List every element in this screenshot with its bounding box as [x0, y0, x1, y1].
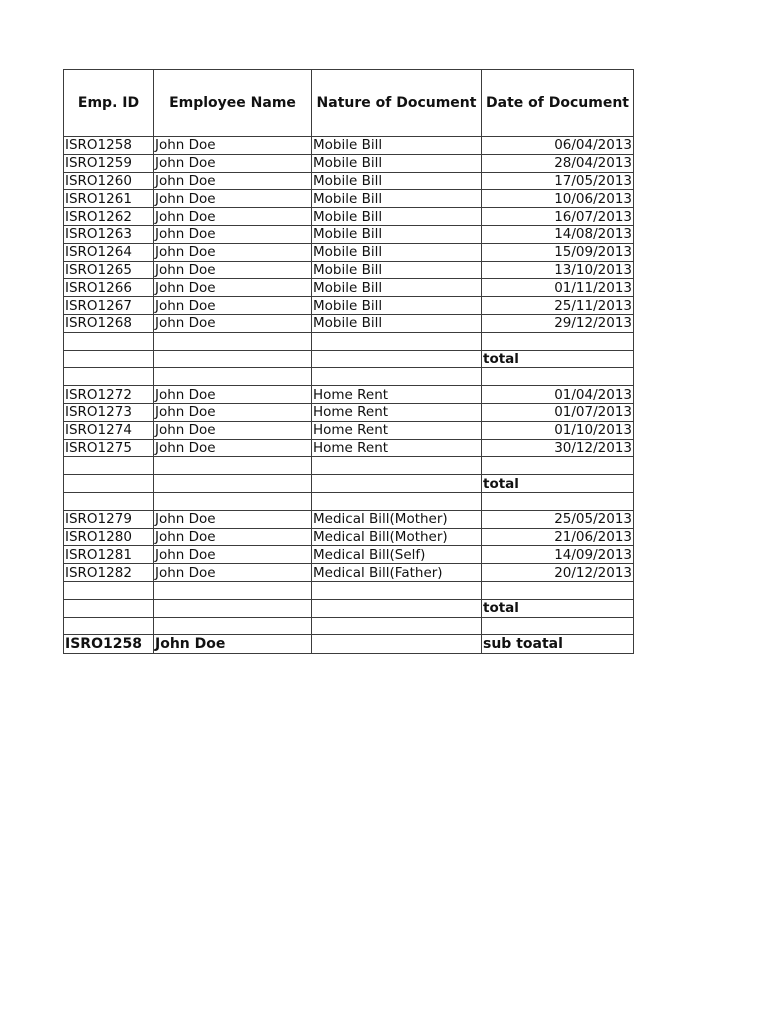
empty-cell[interactable]	[482, 457, 634, 475]
table-row	[64, 510, 634, 528]
table-row	[64, 261, 634, 279]
date-cell[interactable]: 14/09/2013	[482, 546, 634, 564]
empty-cell[interactable]	[482, 332, 634, 350]
empty-cell[interactable]	[312, 635, 482, 654]
empty-cell[interactable]	[482, 492, 634, 510]
header-employee-name: Employee Name	[154, 70, 312, 137]
employee-name-cell[interactable]: John Doe	[154, 243, 312, 261]
date-cell[interactable]: 10/06/2013	[482, 190, 634, 208]
empty-cell[interactable]	[154, 599, 312, 617]
header-emp-id: Emp. ID	[64, 70, 154, 137]
date-cell[interactable]: 25/11/2013	[482, 297, 634, 315]
nature-cell[interactable]: Mobile Bill	[312, 261, 482, 279]
employee-name-cell[interactable]: John Doe	[154, 279, 312, 297]
date-cell[interactable]: 15/09/2013	[482, 243, 634, 261]
table-row	[64, 546, 634, 564]
employee-name-cell[interactable]: John Doe	[154, 261, 312, 279]
subtotal-row	[64, 635, 634, 654]
subtotal-emp-id-cell[interactable]: ISRO1258	[64, 635, 154, 654]
date-cell[interactable]: 01/04/2013	[482, 386, 634, 404]
date-cell[interactable]: 14/08/2013	[482, 225, 634, 243]
date-cell[interactable]: 29/12/2013	[482, 314, 634, 332]
date-cell[interactable]: 20/12/2013	[482, 564, 634, 582]
empty-cell[interactable]	[482, 368, 634, 386]
emp-id-cell[interactable]: ISRO1259	[64, 154, 154, 172]
empty-cell[interactable]	[154, 332, 312, 350]
empty-cell[interactable]	[482, 581, 634, 599]
header-nature-of-document: Nature of Document	[312, 70, 482, 137]
emp-id-cell[interactable]: ISRO1258	[64, 137, 154, 155]
nature-cell[interactable]: Home Rent	[312, 386, 482, 404]
empty-cell[interactable]	[312, 599, 482, 617]
nature-cell[interactable]: Medical Bill(Father)	[312, 564, 482, 582]
empty-cell[interactable]	[64, 368, 154, 386]
empty-row	[64, 457, 634, 475]
nature-cell[interactable]: Mobile Bill	[312, 154, 482, 172]
empty-row	[64, 332, 634, 350]
table-row	[64, 439, 634, 457]
table-row	[64, 297, 634, 315]
empty-cell[interactable]	[312, 581, 482, 599]
employee-name-cell[interactable]: John Doe	[154, 297, 312, 315]
nature-cell[interactable]: Mobile Bill	[312, 225, 482, 243]
subtotal-label-cell[interactable]: sub toatal	[482, 635, 634, 654]
emp-id-cell[interactable]: ISRO1282	[64, 564, 154, 582]
empty-cell[interactable]	[154, 475, 312, 493]
header-row	[64, 70, 634, 137]
table-row	[64, 225, 634, 243]
date-cell[interactable]: 25/05/2013	[482, 510, 634, 528]
total-row	[64, 350, 634, 368]
date-cell[interactable]: 28/04/2013	[482, 154, 634, 172]
date-cell[interactable]: 01/07/2013	[482, 403, 634, 421]
employee-name-cell[interactable]: John Doe	[154, 403, 312, 421]
date-cell[interactable]: 21/06/2013	[482, 528, 634, 546]
employee-name-cell[interactable]: John Doe	[154, 386, 312, 404]
date-cell[interactable]: 06/04/2013	[482, 137, 634, 155]
empty-cell[interactable]	[64, 617, 154, 635]
emp-id-cell[interactable]: ISRO1268	[64, 314, 154, 332]
empty-cell[interactable]	[64, 599, 154, 617]
table-row	[64, 386, 634, 404]
date-cell[interactable]: 30/12/2013	[482, 439, 634, 457]
emp-id-cell[interactable]: ISRO1260	[64, 172, 154, 190]
nature-cell[interactable]: Medical Bill(Mother)	[312, 528, 482, 546]
emp-id-cell[interactable]: ISRO1263	[64, 225, 154, 243]
total-row	[64, 475, 634, 493]
date-cell[interactable]: 16/07/2013	[482, 208, 634, 226]
employee-name-cell[interactable]: John Doe	[154, 528, 312, 546]
emp-id-cell[interactable]: ISRO1265	[64, 261, 154, 279]
empty-cell[interactable]	[64, 332, 154, 350]
emp-id-cell[interactable]: ISRO1280	[64, 528, 154, 546]
table-row	[64, 154, 634, 172]
empty-cell[interactable]	[312, 617, 482, 635]
date-cell[interactable]: 13/10/2013	[482, 261, 634, 279]
emp-id-cell[interactable]: ISRO1281	[64, 546, 154, 564]
empty-cell[interactable]	[482, 617, 634, 635]
table-row	[64, 279, 634, 297]
employee-name-cell[interactable]: John Doe	[154, 564, 312, 582]
nature-cell[interactable]: Mobile Bill	[312, 190, 482, 208]
table-row	[64, 172, 634, 190]
table-row	[64, 421, 634, 439]
nature-cell[interactable]: Mobile Bill	[312, 172, 482, 190]
nature-cell[interactable]: Mobile Bill	[312, 279, 482, 297]
nature-cell[interactable]: Mobile Bill	[312, 208, 482, 226]
employee-name-cell[interactable]: John Doe	[154, 208, 312, 226]
employee-name-cell[interactable]: John Doe	[154, 137, 312, 155]
nature-cell[interactable]: Mobile Bill	[312, 297, 482, 315]
table-body	[64, 137, 634, 654]
emp-id-cell[interactable]: ISRO1272	[64, 386, 154, 404]
total-row	[64, 599, 634, 617]
employee-name-cell[interactable]: John Doe	[154, 154, 312, 172]
subtotal-employee-name-cell[interactable]: John Doe	[154, 635, 312, 654]
empty-cell[interactable]	[64, 581, 154, 599]
empty-cell[interactable]	[154, 617, 312, 635]
empty-cell[interactable]	[154, 492, 312, 510]
emp-id-cell[interactable]: ISRO1266	[64, 279, 154, 297]
table-row	[64, 528, 634, 546]
emp-id-cell[interactable]: ISRO1274	[64, 421, 154, 439]
employee-name-cell[interactable]: John Doe	[154, 172, 312, 190]
empty-cell[interactable]	[154, 581, 312, 599]
reimbursement-table	[63, 69, 634, 654]
empty-row	[64, 492, 634, 510]
table-row	[64, 314, 634, 332]
emp-id-cell[interactable]: ISRO1267	[64, 297, 154, 315]
employee-name-cell[interactable]: John Doe	[154, 190, 312, 208]
nature-cell[interactable]: Home Rent	[312, 403, 482, 421]
emp-id-cell[interactable]: ISRO1261	[64, 190, 154, 208]
empty-row	[64, 617, 634, 635]
date-cell[interactable]: 01/11/2013	[482, 279, 634, 297]
emp-id-cell[interactable]: ISRO1279	[64, 510, 154, 528]
empty-cell[interactable]	[64, 492, 154, 510]
nature-cell[interactable]: Mobile Bill	[312, 314, 482, 332]
empty-cell[interactable]	[64, 457, 154, 475]
empty-cell[interactable]	[64, 350, 154, 368]
nature-cell[interactable]: Home Rent	[312, 439, 482, 457]
empty-cell[interactable]	[312, 332, 482, 350]
empty-cell[interactable]	[312, 475, 482, 493]
date-cell[interactable]: 01/10/2013	[482, 421, 634, 439]
employee-name-cell[interactable]: John Doe	[154, 314, 312, 332]
total-label-cell[interactable]: total	[482, 599, 634, 617]
employee-name-cell[interactable]: John Doe	[154, 421, 312, 439]
emp-id-cell[interactable]: ISRO1275	[64, 439, 154, 457]
emp-id-cell[interactable]: ISRO1264	[64, 243, 154, 261]
empty-cell[interactable]	[312, 492, 482, 510]
header-date-of-document: Date of Document	[482, 70, 634, 137]
nature-cell[interactable]: Home Rent	[312, 421, 482, 439]
nature-cell[interactable]: Mobile Bill	[312, 243, 482, 261]
empty-cell[interactable]	[312, 350, 482, 368]
table-row	[64, 208, 634, 226]
date-cell[interactable]: 17/05/2013	[482, 172, 634, 190]
nature-cell[interactable]: Medical Bill(Mother)	[312, 510, 482, 528]
empty-cell[interactable]	[64, 475, 154, 493]
emp-id-cell[interactable]: ISRO1273	[64, 403, 154, 421]
table-row	[64, 137, 634, 155]
empty-row	[64, 368, 634, 386]
empty-cell[interactable]	[312, 457, 482, 475]
total-label-cell[interactable]: total	[482, 475, 634, 493]
empty-cell[interactable]	[154, 457, 312, 475]
empty-cell[interactable]	[154, 350, 312, 368]
table-row	[64, 403, 634, 421]
table-row	[64, 190, 634, 208]
empty-cell[interactable]	[154, 368, 312, 386]
employee-name-cell[interactable]: John Doe	[154, 510, 312, 528]
nature-cell[interactable]: Medical Bill(Self)	[312, 546, 482, 564]
employee-name-cell[interactable]: John Doe	[154, 546, 312, 564]
employee-name-cell[interactable]: John Doe	[154, 439, 312, 457]
nature-cell[interactable]: Mobile Bill	[312, 137, 482, 155]
empty-row	[64, 581, 634, 599]
emp-id-cell[interactable]: ISRO1262	[64, 208, 154, 226]
table-row	[64, 564, 634, 582]
total-label-cell[interactable]: total	[482, 350, 634, 368]
empty-cell[interactable]	[312, 368, 482, 386]
table-row	[64, 243, 634, 261]
employee-name-cell[interactable]: John Doe	[154, 225, 312, 243]
